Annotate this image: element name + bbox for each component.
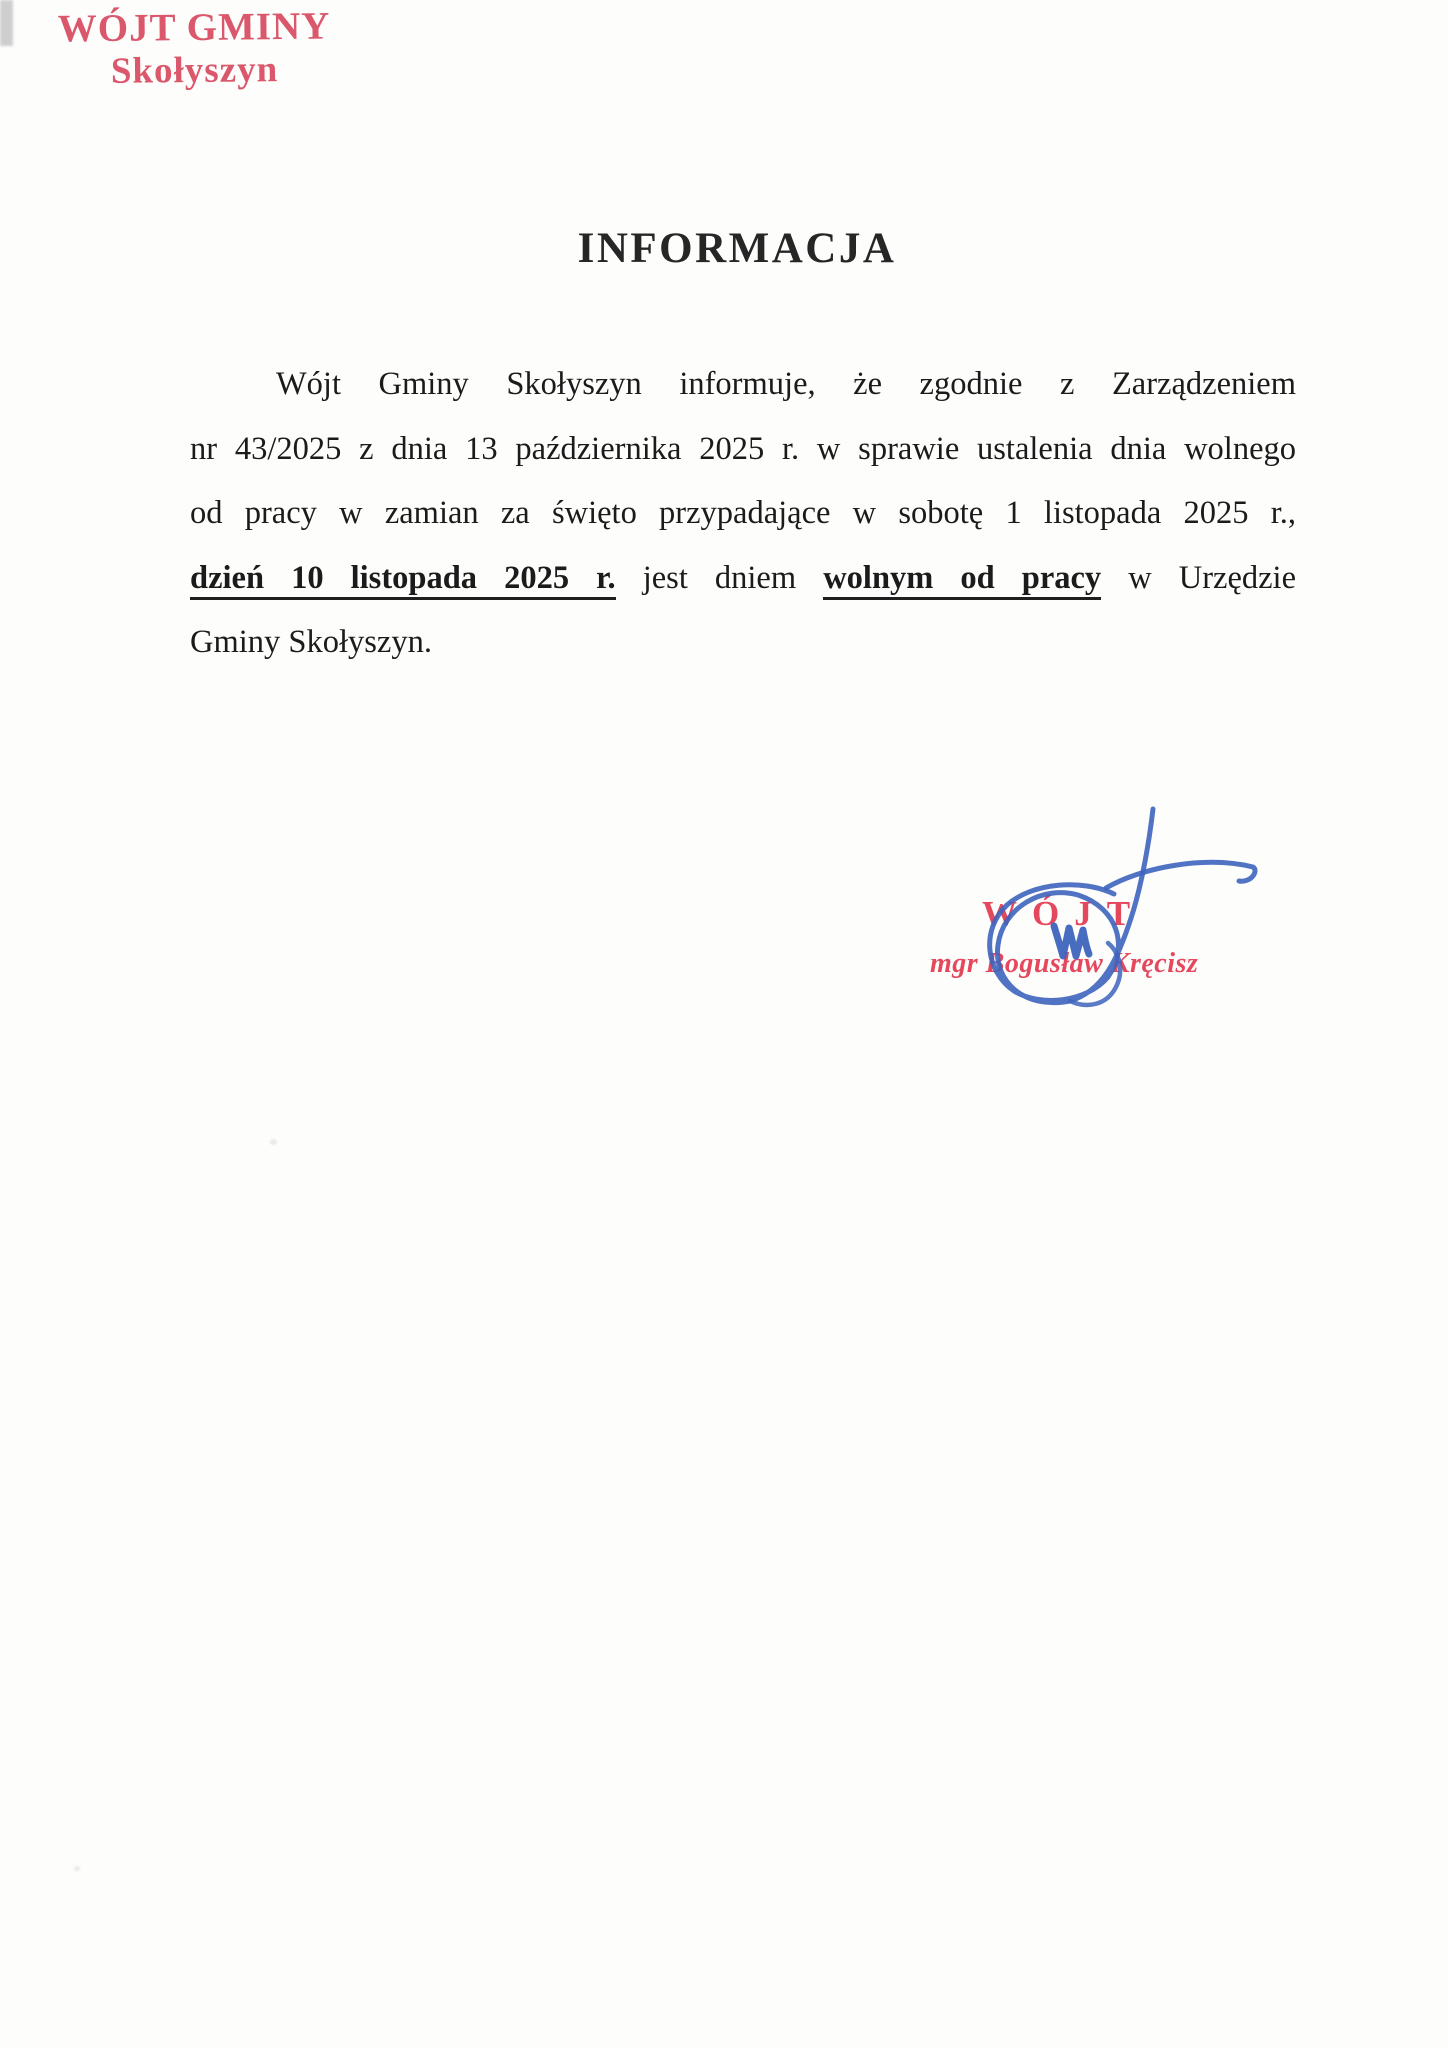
body-line bbox=[190, 546, 1296, 611]
body-text-segment: Wójt Gminy Skołyszyn informuje, że zgodnie z Zarządzeniem bbox=[276, 366, 1296, 402]
title-row bbox=[0, 224, 1448, 273]
body-paragraph bbox=[190, 352, 1296, 675]
body-line bbox=[190, 352, 1296, 417]
scan-edge-artifact bbox=[0, 0, 13, 46]
header-stamp-line1: WÓJT GMINY bbox=[57, 4, 331, 51]
body-text-segment: w Urzędzie bbox=[1101, 559, 1296, 596]
emphasized-text: dzień 10 listopada 2025 r. bbox=[190, 560, 616, 600]
scan-speck bbox=[270, 1139, 277, 1145]
signature-block bbox=[902, 795, 1274, 1033]
body-text-segment: Gminy Skołyszyn. bbox=[190, 624, 432, 660]
scan-speck bbox=[74, 1866, 80, 1871]
body-text-segment: jest dniem bbox=[615, 559, 824, 596]
body-line bbox=[190, 481, 1296, 546]
signature-stamp-title: WÓJT bbox=[982, 894, 1146, 933]
header-stamp-line2: Skołyszyn bbox=[110, 49, 279, 92]
body-line bbox=[190, 610, 1296, 675]
emphasized-text: wolnym od pracy bbox=[823, 560, 1101, 600]
body-text-segment: nr 43/2025 z dnia 13 października 2025 r. w sprawie ustalenia dnia wolnego bbox=[190, 430, 1296, 467]
body-text-segment: od pracy w zamian za święto przypadające w sobotę 1 listopada 2025 r., bbox=[190, 495, 1296, 531]
document-title: INFORMACJA bbox=[577, 225, 897, 272]
header-stamp bbox=[58, 5, 331, 94]
signature-stamp-name: mgr Bogusław Kręcisz bbox=[930, 948, 1199, 979]
body-line bbox=[190, 417, 1296, 482]
